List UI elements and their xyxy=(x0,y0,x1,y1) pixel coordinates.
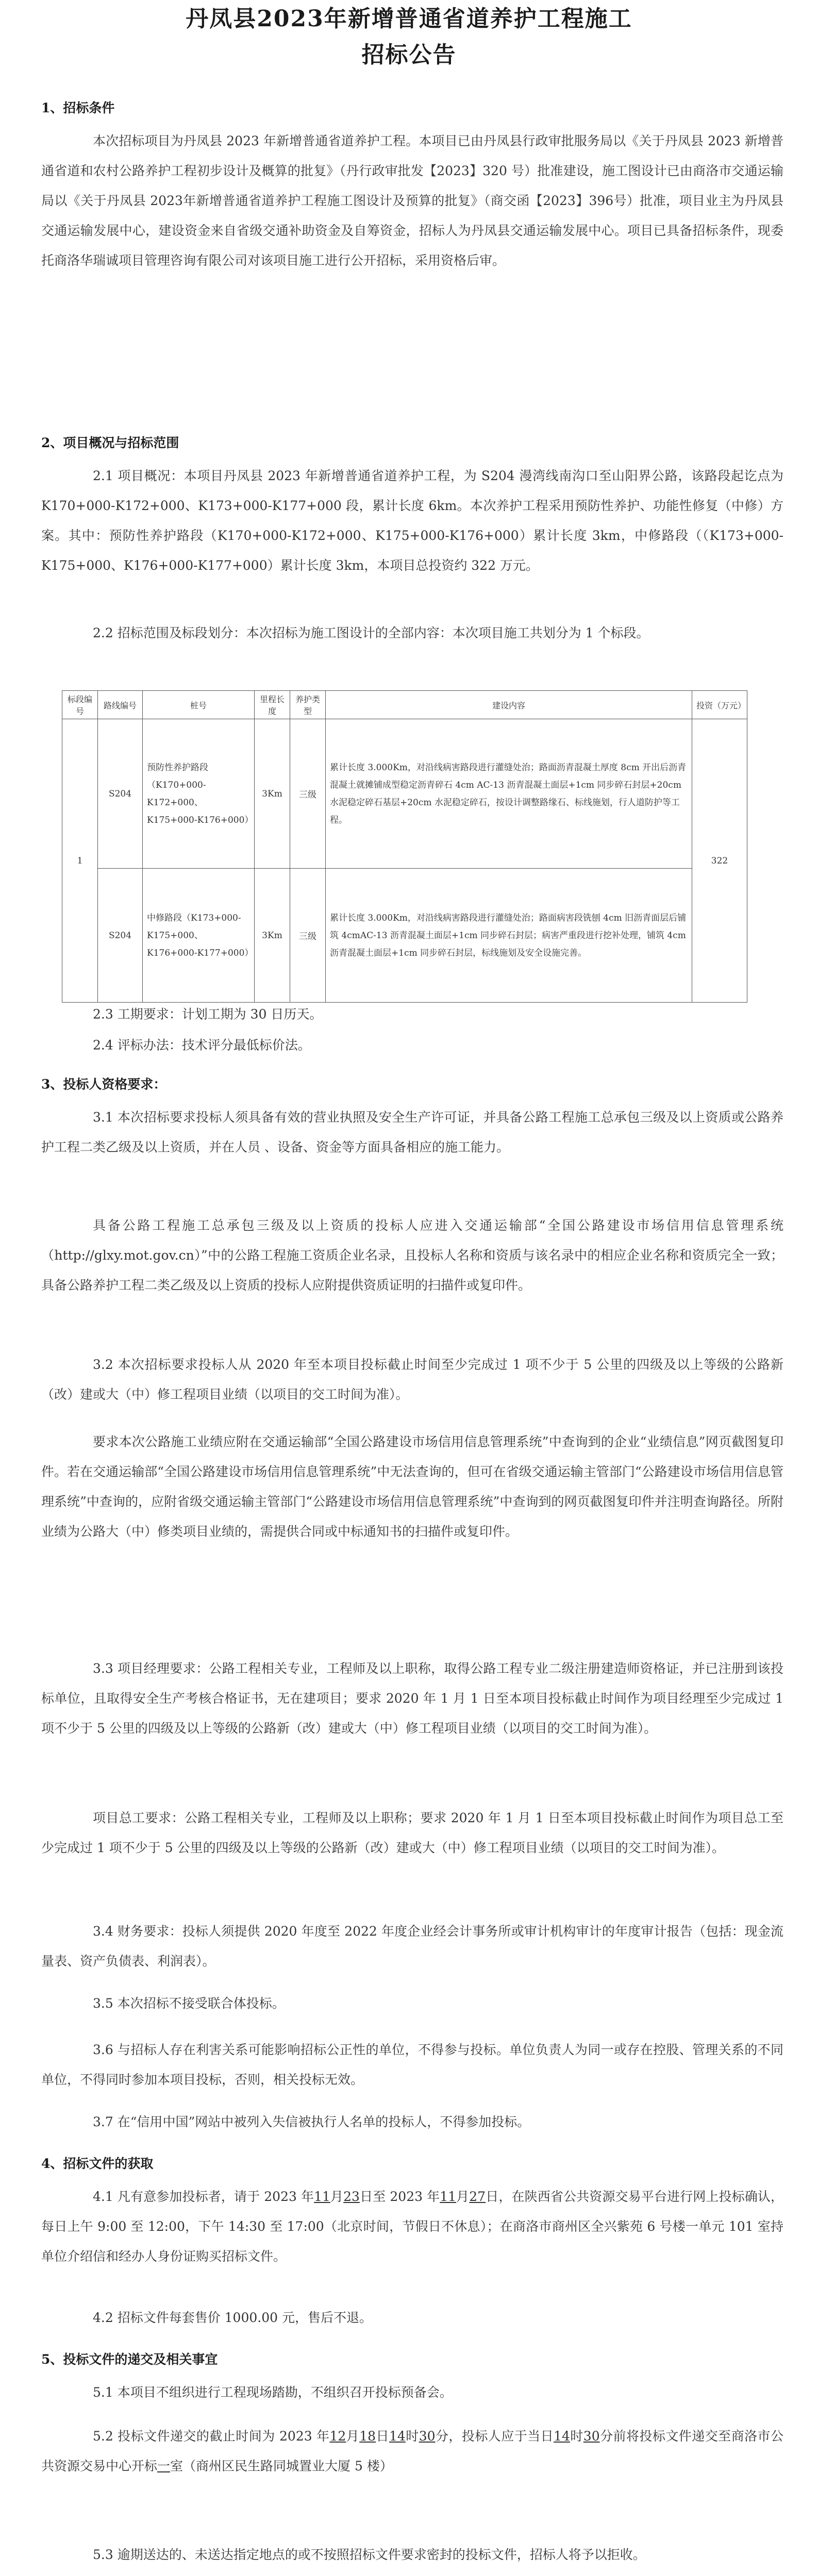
section-2-1-paragraph: 2.1 项目概况：本项目丹凤县 2023 年新增普通省道养护工程，为 S204 漫湾线南沟口至山阳界公路，该路段起讫点为 K170+000-K172+000、K173+000-K177+000 段，累计长度 6km。本次养护工程采用预防性养护、功能性修复（中修）方案。其中：预防性养护路段（K170+000-K172+000、K175+000-K176+000）累计长度 3km，中修路段（（K173+000-K175+000、K176+000-K177+000）累计长度 3km，本项目总投资约 322 万元。 xyxy=(41,468,783,573)
page-title: 丹凤县2023年新增普通省道养护工程施工 xyxy=(186,6,632,32)
section-4-1-paragraph: 4.1 凡有意参加投标者，请于 2023 年11月23日至 2023 年11月27日，在陕西省公共资源交易平台进行网上投标确认，每日上午 9:00 至 12:00，下午 14:30 至 17:00（北京时间，节假日不休息）；在商洛市商州区全兴紫苑 6 号楼一单元 101 室持单位介绍信和经办人身份证购买招标文件。 xyxy=(41,2189,783,2264)
section-3-3-chief-paragraph: 项目总工要求：公路工程相关专业，工程师及以上职称；要求 2020 年 1 月 1 日至本项目投标截止时间作为项目总工至少完成过 1 项不少于 5 公里的四级及以上等级的公路新（改）建或大（中）修工程项目业绩（以项目的交工时间为准）。 xyxy=(41,1810,783,1855)
day-start: 23 xyxy=(343,2189,360,2204)
section-2-heading: 2、项目概况与招标范围 xyxy=(41,435,179,450)
cell-stake: 中修路段（K173+000-K175+000、K176+000-K177+000） xyxy=(143,869,255,1003)
col-header-route: 路线编号 xyxy=(98,691,143,719)
section-3-1-paragraph: 3.1 本次招标要求投标人须具备有效的营业执照及安全生产许可证，并具备公路工程施工总承包三级及以上资质或公路养护工程二类乙级及以上资质，并在人员 、设备、资金等方面具备相应的施工能力。 xyxy=(41,1110,783,1155)
section-4-heading: 4、招标文件的获取 xyxy=(41,2156,154,2171)
cell-route: S204 xyxy=(98,869,143,1003)
section-3-5-paragraph: 3.5 本次招标不接受联合体投标。 xyxy=(93,1996,285,2011)
section-2-2-paragraph: 2.2 招标范围及标段划分：本次招标为施工图设计的全部内容：本次项目施工共划分为 1 个标段。 xyxy=(93,625,649,640)
cell-length: 3Km xyxy=(255,869,290,1003)
col-header-stake: 桩号 xyxy=(143,691,255,719)
section-5-2-paragraph: 5.2 投标文件递交的截止时间为 2023 年12月18日14时30分，投标人应于当日14时30分前将投标文件递交至商洛市公共资源交易中心开标一室（商州区民生路同城置业大厦 5 楼） xyxy=(41,2429,783,2473)
col-header-length: 里程长度 xyxy=(255,691,290,719)
section-3-4-paragraph: 3.4 财务要求：投标人须提供 2020 年度至 2022 年度企业经会计事务所或审计机构审计的年度审计报告（包括：现金流量表、资产负债表、利润表）。 xyxy=(41,1924,783,1969)
section-3-6-paragraph: 3.6 与招标人存在利害关系可能影响招标公正性的单位，不得参与投标。单位负责人为同一或存在控股、管理关系的不同单位，不得同时参加本项目投标，否则，相关投标无效。 xyxy=(41,2042,783,2087)
section-1-heading: 1、招标条件 xyxy=(41,100,115,115)
col-header-section: 标段编号 xyxy=(62,691,98,719)
section-3-2-detail-paragraph: 要求本次公路施工业绩应附在交通运输部“全国公路建设市场信用信息管理系统”中查询到的企业“业绩信息”网页截图复印件。若在交通运输部“全国公路建设市场信用信息管理系统”中无法查询的，但可在省级交通运输主管部门“公路建设市场信用信息管理系统”中查询的，应附省级交通运输主管部门“公路建设市场信用信息管理系统”中查询到的网页截图复印件并注明查询路径。所附业绩为公路大（中）修类项目业绩的，需提供合同或中标通知书的扫描件或复印件。 xyxy=(41,1434,783,1539)
cell-content: 累计长度 3.000Km，对沿线病害路段进行灌缝处治；路面沥青混凝土厚度 8cm 开出后沥青混凝土就摊铺成型稳定沥青碎石 4cm AC-13 沥青混凝土面层+1cm 同步碎石封层+20cm 水泥稳定碎石基层+20cm 水泥稳定碎石，按设计调整路缘石、标线施划，行人道防护等工程。 xyxy=(326,719,692,869)
section-3-7-paragraph: 3.7 在“信用中国”网站中被列入失信被执行人名单的投标人，不得参加投标。 xyxy=(93,2114,530,2129)
cell-length: 3Km xyxy=(255,719,290,869)
month-start: 11 xyxy=(314,2189,330,2204)
section-1-paragraph: 本次招标项目为丹凤县 2023 年新增普通省道养护工程。本项目已由丹凤县行政审批服务局以《关于丹凤县 2023 新增普通省道和农村公路养护工程初步设计及概算的批复》（丹行政审批发【2023】320 号）批准建设，施工图设计已由商洛市交通运输局以《关于丹凤县 2023年新增普通省道养护工程施工图设计及预算的批复》（商交函【2023】396号）批准，项目业主为丹凤县交通运输发展中心，建设资金来自省级交通补助资金及自筹资金，招标人为丹凤县交通运输发展中心。项目已具备招标条件，现委托商洛华瑞诚项目管理咨询有限公司对该项目施工进行公开招标，采用资格后审。 xyxy=(41,133,783,268)
col-header-type: 养护类型 xyxy=(290,691,326,719)
section-4-2-paragraph: 4.2 招标文件每套售价 1000.00 元，售后不退。 xyxy=(93,2310,372,2325)
month-end: 11 xyxy=(440,2189,457,2204)
table-row xyxy=(62,719,747,869)
section-3-3-paragraph: 3.3 项目经理要求：公路工程相关专业，工程师及以上职称，取得公路工程专业二级注册建造师资格证，并已注册到该投标单位，且取得安全生产考核合格证书，无在建项目；要求 2020 年 1 月 1 日至本项目投标截止时间作为项目经理至少完成过 1 项不少于 5 公里的四级及以上等级的公路新（改）建或大（中）修工程项目业绩（以项目的交工时间为准）。 xyxy=(41,1661,783,1736)
section-5-heading: 5、投标文件的递交及相关事宜 xyxy=(41,2352,218,2367)
cell-type: 三级 xyxy=(290,869,326,1003)
section-2-4-paragraph: 2.4 评标办法：技术评分最低标价法。 xyxy=(93,1038,311,1053)
col-header-content: 建设内容 xyxy=(326,691,692,719)
bid-section-table xyxy=(62,690,747,1003)
day-end: 27 xyxy=(469,2189,486,2204)
table-row xyxy=(62,869,747,1003)
table-header-row xyxy=(62,691,747,719)
section-5-1-paragraph: 5.1 本项目不组织进行工程现场踏勘，不组织召开投标预备会。 xyxy=(93,2385,453,2400)
section-3-1-detail-paragraph: 具备公路工程施工总承包三级及以上资质的投标人应进入交通运输部“全国公路建设市场信用信息管理系统（http://glxy.mot.gov.cn）”中的公路工程施工资质企业名录，且投标人名称和资质与该名录中的相应企业名称和资质完全一致；具备公路养护工程二类乙级及以上资质的投标人应附提供资质证明的扫描件或复印件。 xyxy=(41,1218,783,1293)
section-5-3-paragraph: 5.3 逾期送达的、未送达指定地点的或不按照招标文件要求密封的投标文件，招标人将予以拒收。 xyxy=(93,2547,646,2562)
cell-route: S204 xyxy=(98,719,143,869)
section-3-heading: 3、投标人资格要求： xyxy=(41,1077,166,1092)
col-header-investment: 投资（万元） xyxy=(692,691,747,719)
cell-investment: 322 xyxy=(692,719,747,1003)
cell-stake: 预防性养护路段（K170+000-K172+000、K175+000-K176+000） xyxy=(143,719,255,869)
page-subtitle: 招标公告 xyxy=(361,42,457,68)
section-2-3-paragraph: 2.3 工期要求：计划工期为 30 日历天。 xyxy=(93,1007,323,1022)
cell-type: 三级 xyxy=(290,719,326,869)
cell-section-no: 1 xyxy=(62,719,98,1003)
cell-content: 累计长度 3.000Km，对沿线病害路段进行灌缝处治；路面病害段铣刨 4cm 旧沥青面层后铺筑 4cmAC-13 沥青混凝土面层+1cm 同步碎石封层；病害严重段进行挖补处理，铺筑 4cm 沥青混凝土面层+1cm 同步碎石封层，标线施划及安全设施完善。 xyxy=(326,869,692,1003)
section-3-2-paragraph: 3.2 本次招标要求投标人从 2020 年至本项目投标截止时间至少完成过 1 项不少于 5 公里的四级及以上等级的公路新（改）建或大（中）修工程项目业绩（以项目的交工时间为准）。 xyxy=(41,1357,783,1402)
